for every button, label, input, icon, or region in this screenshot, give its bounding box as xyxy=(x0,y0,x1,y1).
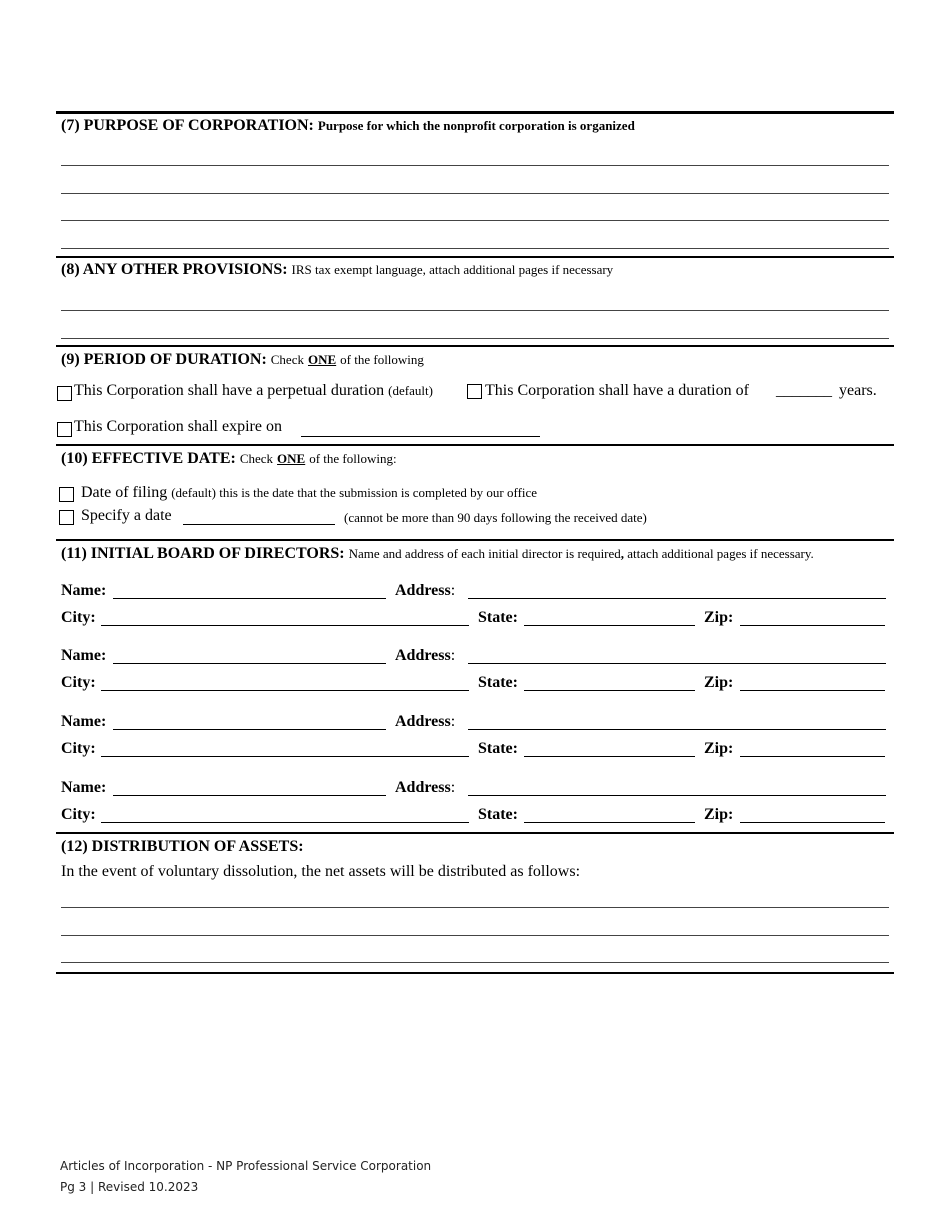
section-11-note-c: attach additional pages if necessary. xyxy=(624,546,814,561)
section-8-heading: (8) ANY OTHER PROVISIONS: xyxy=(61,261,288,278)
director-4-zip-label: Zip: xyxy=(704,806,734,823)
director-1-zip-label: Zip: xyxy=(704,609,734,626)
director-1-address-label: Address xyxy=(395,582,451,599)
director-4-name-field[interactable] xyxy=(113,795,386,796)
perpetual-duration-checkbox[interactable] xyxy=(57,386,72,401)
director-1-state-label: State: xyxy=(478,609,518,626)
duration-years-label: This Corporation shall have a duration of xyxy=(485,382,749,399)
director-4-city-field[interactable] xyxy=(101,822,469,823)
director-2-name-label: Name: xyxy=(61,647,107,664)
specify-date-checkbox[interactable] xyxy=(59,510,74,525)
section-7-heading: (7) PURPOSE OF CORPORATION: xyxy=(61,117,314,134)
director-3-city-field[interactable] xyxy=(101,756,469,757)
director-2-state-label: State: xyxy=(478,674,518,691)
section-9-check-one: ONE xyxy=(307,352,337,367)
duration-years-checkbox[interactable] xyxy=(467,384,482,399)
director-3-address-colon: : xyxy=(450,713,456,730)
duration-years-unit: years. xyxy=(839,382,877,399)
section-10-heading: (10) EFFECTIVE DATE: xyxy=(61,450,236,467)
director-1-city-field[interactable] xyxy=(101,625,469,626)
director-4-address-label: Address xyxy=(395,779,451,796)
director-2-address-label-wrap xyxy=(395,647,455,665)
section-9-header xyxy=(61,351,424,369)
section-8-top-rule xyxy=(56,256,894,258)
director-2-address-colon: : xyxy=(450,647,456,664)
section-12-heading: (12) DISTRIBUTION OF ASSETS: xyxy=(61,838,304,855)
expire-on-label: This Corporation shall expire on xyxy=(74,418,282,435)
section-10-top-rule xyxy=(56,444,894,446)
director-1-state-field[interactable] xyxy=(524,625,695,626)
director-3-name-label: Name: xyxy=(61,713,107,730)
expire-on-date-field[interactable] xyxy=(301,436,540,437)
section-9-check-post: of the following xyxy=(340,352,424,367)
provisions-line-1[interactable] xyxy=(61,310,889,311)
section-11-header xyxy=(61,545,814,563)
section-9-top-rule xyxy=(56,345,894,347)
section-10-check-pre: Check xyxy=(239,451,274,466)
director-4-name-label: Name: xyxy=(61,779,107,796)
director-3-zip-field[interactable] xyxy=(740,756,885,757)
duration-years-option xyxy=(485,382,749,400)
purpose-line-4[interactable] xyxy=(61,248,889,249)
distribution-line-1[interactable] xyxy=(61,907,889,908)
director-3-state-label: State: xyxy=(478,740,518,757)
section-8-header xyxy=(61,261,613,279)
section-7-note: Purpose for which the nonprofit corporation is organized xyxy=(317,118,635,133)
purpose-line-2[interactable] xyxy=(61,193,889,194)
distribution-line-3[interactable] xyxy=(61,962,889,963)
footer-title: Articles of Incorporation - NP Professional Service Corporation xyxy=(60,1159,432,1173)
section-7-top-rule xyxy=(56,111,894,114)
director-1-name-label: Name: xyxy=(61,582,107,599)
director-1-address-label-wrap xyxy=(395,582,455,600)
director-3-address-field[interactable] xyxy=(468,729,886,730)
director-1-address-field[interactable] xyxy=(468,598,886,599)
director-2-zip-field[interactable] xyxy=(740,690,885,691)
expire-on-checkbox[interactable] xyxy=(57,422,72,437)
specify-date-label: Specify a date xyxy=(81,507,172,524)
director-3-name-field[interactable] xyxy=(113,729,386,730)
date-of-filing-option xyxy=(81,484,537,502)
perpetual-default-note: (default) xyxy=(388,383,433,398)
director-4-zip-field[interactable] xyxy=(740,822,885,823)
director-4-state-label: State: xyxy=(478,806,518,823)
director-1-city-label: City: xyxy=(61,609,96,626)
director-3-zip-label: Zip: xyxy=(704,740,734,757)
section-8-note: IRS tax exempt language, attach additional pages if necessary xyxy=(291,262,614,277)
section-11-top-rule xyxy=(56,539,894,541)
section-10-check-post: of the following: xyxy=(309,451,397,466)
director-3-address-label-wrap xyxy=(395,713,455,731)
date-of-filing-label: Date of filing xyxy=(81,484,168,501)
section-11-note xyxy=(349,546,814,561)
section-7-header xyxy=(61,117,635,135)
purpose-line-1[interactable] xyxy=(61,165,889,166)
director-3-state-field[interactable] xyxy=(524,756,695,757)
director-4-state-field[interactable] xyxy=(524,822,695,823)
section-12-bottom-rule xyxy=(56,972,894,974)
provisions-line-2[interactable] xyxy=(61,338,889,339)
director-2-address-label: Address xyxy=(395,647,451,664)
director-3-city-label: City: xyxy=(61,740,96,757)
director-2-name-field[interactable] xyxy=(113,663,386,664)
director-4-address-colon: : xyxy=(450,779,456,796)
purpose-line-3[interactable] xyxy=(61,220,889,221)
director-2-address-field[interactable] xyxy=(468,663,886,664)
director-1-address-colon: : xyxy=(450,582,456,599)
perpetual-duration-label: This Corporation shall have a perpetual duration xyxy=(74,382,385,399)
section-12-text: In the event of voluntary dissolution, the net assets will be distributed as follows: xyxy=(61,863,581,880)
section-11-heading: (11) INITIAL BOARD OF DIRECTORS: xyxy=(61,545,345,562)
director-4-address-label-wrap xyxy=(395,779,455,797)
director-4-city-label: City: xyxy=(61,806,96,823)
section-11-note-a: Name and address of each initial director is required xyxy=(348,546,621,561)
specify-date-field[interactable] xyxy=(183,524,335,525)
director-2-city-field[interactable] xyxy=(101,690,469,691)
specify-date-note: (cannot be more than 90 days following the received date) xyxy=(344,510,647,525)
director-3-address-label: Address xyxy=(395,713,451,730)
section-9-check-pre: Check xyxy=(270,352,304,367)
section-10-check-one: ONE xyxy=(277,451,306,466)
director-1-name-field[interactable] xyxy=(113,598,386,599)
duration-years-field[interactable]: _______ xyxy=(776,382,832,399)
director-2-city-label: City: xyxy=(61,674,96,691)
date-of-filing-checkbox[interactable] xyxy=(59,487,74,502)
director-4-address-field[interactable] xyxy=(468,795,886,796)
footer-page-revised: Pg 3 | Revised 10.2023 xyxy=(60,1180,199,1194)
distribution-line-2[interactable] xyxy=(61,935,889,936)
date-of-filing-note: (default) this is the date that the submission is completed by our office xyxy=(171,485,538,500)
section-9-heading: (9) PERIOD OF DURATION: xyxy=(61,351,267,368)
director-2-zip-label: Zip: xyxy=(704,674,734,691)
director-2-state-field[interactable] xyxy=(524,690,695,691)
section-10-header xyxy=(61,450,397,468)
perpetual-duration-option xyxy=(74,382,433,400)
section-11-note-comma: , xyxy=(620,546,625,561)
director-1-zip-field[interactable] xyxy=(740,625,885,626)
section-12-top-rule xyxy=(56,832,894,834)
